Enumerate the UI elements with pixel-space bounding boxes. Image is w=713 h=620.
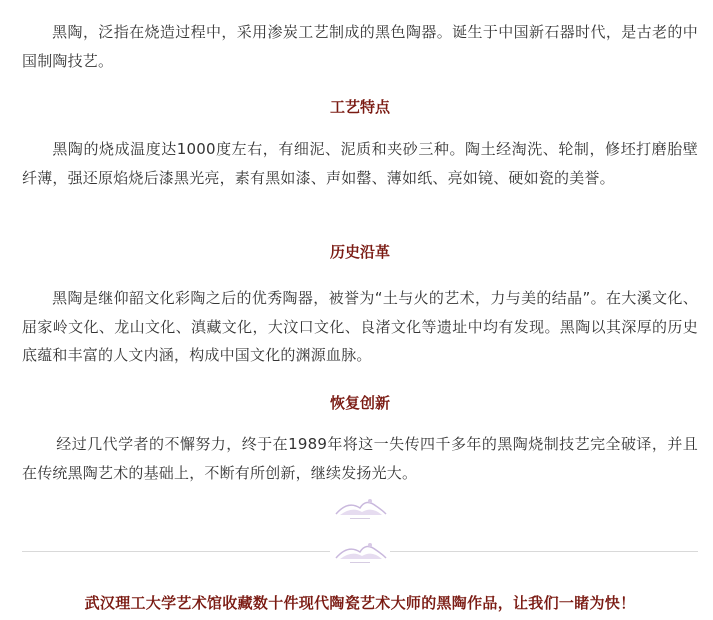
intro-text: 黑陶，泛指在烧造过程中，采用渗炭工艺制成的黑色陶器。诞生于中国新石器时代，是古老的中国制陶技艺。 (22, 23, 698, 70)
closing-statement: 武汉理工大学艺术馆收藏数十件现代陶瓷艺术大师的黑陶作品，让我们一睹为快！ (84, 594, 636, 612)
section-paragraph-history (22, 284, 698, 370)
section-heading-history: 历史沿革 (329, 243, 390, 261)
mountain-cloud-ornament-icon (330, 538, 390, 566)
section-paragraph-craft (22, 135, 698, 192)
craft-text: 黑陶的烧成温度达1000度左右，有细泥、泥质和夹砂三种。陶土经淘洗、轮制，修坯打磨胎壁纤薄，强还原焰烧后漆黑光亮，素有黑如漆、声如罄、薄如纸、亮如镜、硬如瓷的美誉。 (22, 140, 698, 187)
mountain-cloud-ornament-icon (330, 494, 390, 522)
intro-paragraph (22, 18, 698, 75)
section-heading-revival: 恢复创新 (329, 394, 390, 412)
revival-text: 经过几代学者的不懈努力，终于在1989年将这一失传四千多年的黑陶烧制技艺完全破译，并且在传统黑陶艺术的基础上，不断有所创新，继续发扬光大。 (22, 435, 698, 482)
history-text: 黑陶是继仰韶文化彩陶之后的优秀陶器，被誉为“土与火的艺术，力与美的结晶”。在大溪文化、屈家岭文化、龙山文化、滇藏文化，大汶口文化、良渚文化等遗址中均有发现。黑陶以其深厚的历史底蕴和丰富的人文内涵，构成中国文化的渊源血脉。 (22, 289, 698, 364)
section-paragraph-revival (22, 430, 698, 487)
section-heading-craft: 工艺特点 (329, 98, 390, 116)
